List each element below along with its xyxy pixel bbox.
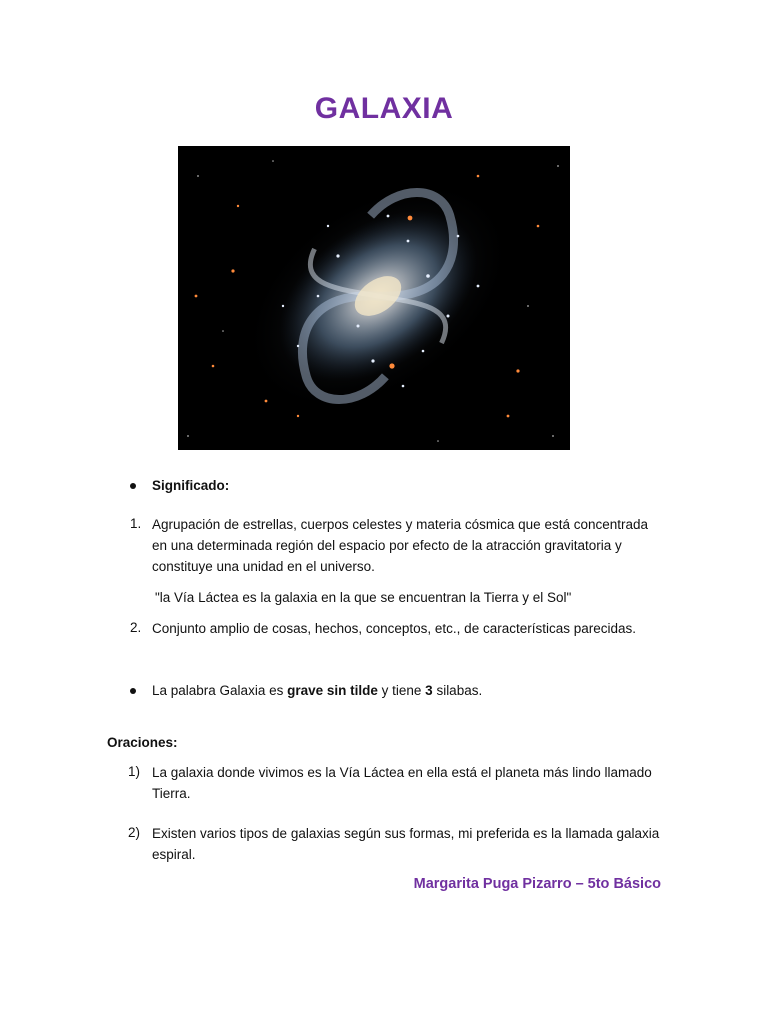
- word-note-stress: grave sin tilde: [287, 683, 378, 698]
- sentence-number: 1): [128, 764, 141, 779]
- word-note-syllables: 3: [425, 683, 433, 698]
- sentence-text: Existen varios tipos de galaxias según sus formas, mi preferida es la llamada galaxia espiral.: [152, 826, 660, 862]
- sentences-heading: Oraciones:: [107, 735, 178, 750]
- page-title: GALAXIA: [314, 92, 454, 125]
- word-note-suffix: silabas.: [432, 683, 483, 698]
- meaning-item-text: Conjunto amplio de cosas, hechos, conceptos, etc., de características parecidas.: [152, 621, 637, 636]
- bullet-dot: [130, 483, 136, 489]
- word-note-prefix: La palabra Galaxia es: [152, 683, 288, 698]
- author-signature: Margarita Puga Pizarro – 5to Básico: [413, 876, 661, 892]
- word-note: [152, 680, 652, 701]
- meaning-item-text: Agrupación de estrellas, cuerpos celestes y materia cósmica que está concentrada en una determinada región del espacio por efecto de la atracción gravitatoria y constituye una unidad en el universo.: [152, 517, 649, 574]
- galaxy-image: [178, 146, 570, 450]
- meaning-heading: Significado:: [152, 478, 230, 493]
- sentence-number: 2): [128, 825, 141, 840]
- meaning-item-example: "la Vía Láctea es la galaxia en la que se encuentran la Tierra y el Sol": [155, 590, 572, 605]
- word-note-middle: y tiene: [377, 683, 426, 698]
- bullet-dot: [130, 688, 136, 694]
- sentence-text: La galaxia donde vivimos es la Vía Láctea en ella está el planeta más lindo llamado Tierra.: [152, 765, 652, 801]
- meaning-item-number: 2.: [130, 620, 142, 635]
- meaning-item-number: 1.: [130, 516, 142, 531]
